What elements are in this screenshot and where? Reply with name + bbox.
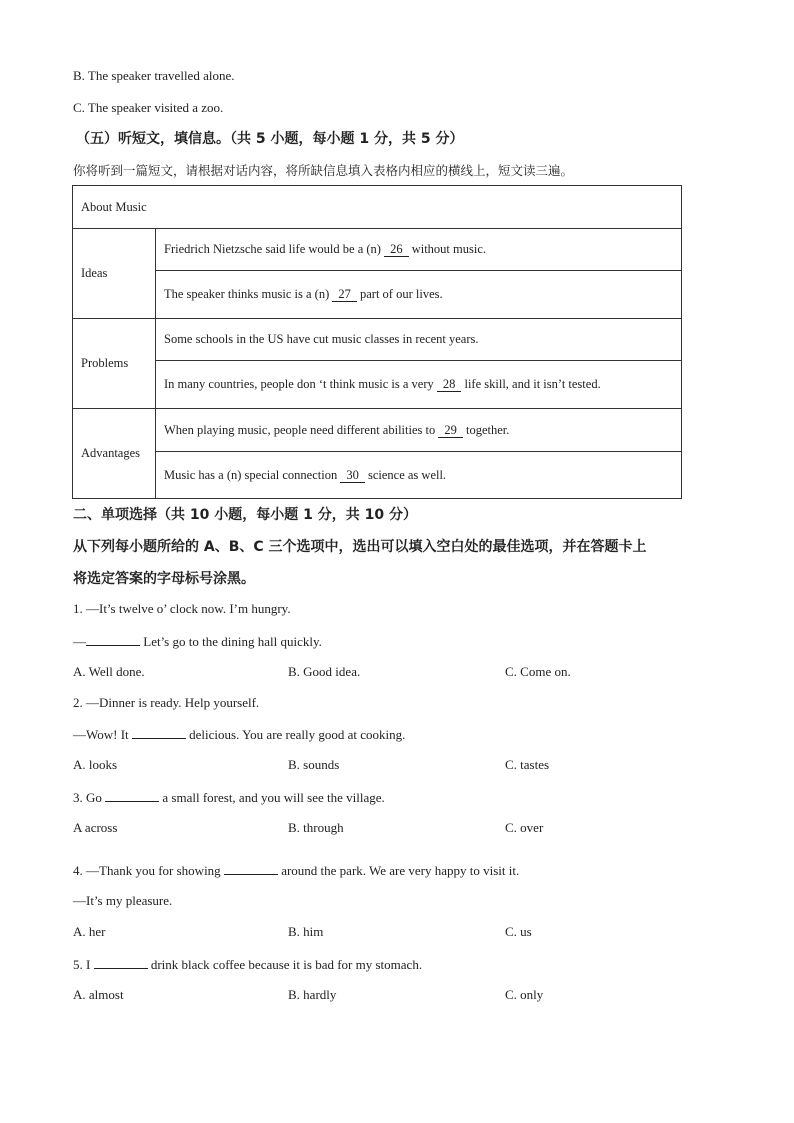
table-row: When playing music, people need different abilities to 29 together. <box>156 409 682 452</box>
question-4-line-1: 4. —Thank you for showing around the park. We are very happy to visit it. <box>73 863 520 878</box>
part2-instruction-2: 将选定答案的字母标号涂黑。 <box>73 571 255 587</box>
category-problems: Problems <box>73 319 156 409</box>
section5-instruction: 你将听到一篇短文，请根据对话内容，将所缺信息填入表格内相应的横线上，短文读三遍。 <box>73 163 574 178</box>
question-2-line-1: 2. —Dinner is ready. Help yourself. <box>73 695 260 710</box>
answer-blank-30[interactable]: 30 <box>340 469 365 483</box>
question-1-line-2: — Let’s go to the dining hall quickly. <box>73 634 322 649</box>
question-3-line-1: 3. Go a small forest, and you will see the village. <box>73 790 385 805</box>
question-2-line-2: —Wow! It delicious. You are really good at cooking. <box>73 727 406 742</box>
q4-option-b[interactable]: B. him <box>288 924 324 939</box>
question-1-line-1: 1. —It’s twelve o’ clock now. I’m hungry. <box>73 601 291 616</box>
answer-blank-27[interactable]: 27 <box>332 288 357 302</box>
category-advantages: Advantages <box>73 409 156 499</box>
q1-option-b[interactable]: B. Good idea. <box>288 664 361 679</box>
question-4-line-2: —It’s my pleasure. <box>73 893 173 908</box>
q5-option-c[interactable]: C. only <box>505 987 544 1002</box>
answer-blank[interactable] <box>105 789 159 802</box>
table-row: In many countries, people don ‘t think music is a very 28 life skill, and it isn’t tested. <box>156 361 682 409</box>
answer-blank-28[interactable]: 28 <box>437 378 462 392</box>
q3-option-a[interactable]: A across <box>73 820 118 835</box>
q5-option-b[interactable]: B. hardly <box>288 987 337 1002</box>
q1-option-c[interactable]: C. Come on. <box>505 664 571 679</box>
answer-blank[interactable] <box>86 633 140 646</box>
part2-heading: 二、单项选择（共 10 小题，每小题 1 分，共 10 分） <box>73 507 417 523</box>
prev-option-b: B. The speaker travelled alone. <box>73 68 235 83</box>
q2-option-a[interactable]: A. looks <box>73 757 118 772</box>
section5-heading: （五）听短文，填信息。（共 5 小题，每小题 1 分，共 5 分） <box>76 131 464 147</box>
q1-option-a[interactable]: A. Well done. <box>73 664 145 679</box>
table-row: Friedrich Nietzsche said life would be a (n) 26 without music. <box>156 229 682 271</box>
table-row: Some schools in the US have cut music classes in recent years. <box>156 319 682 361</box>
answer-blank[interactable] <box>94 956 148 969</box>
q2-option-c[interactable]: C. tastes <box>505 757 550 772</box>
q3-option-b[interactable]: B. through <box>288 820 344 835</box>
q4-option-c[interactable]: C. us <box>505 924 532 939</box>
q4-option-a[interactable]: A. her <box>73 924 106 939</box>
answer-blank-26[interactable]: 26 <box>384 243 409 257</box>
table-title: About Music <box>73 186 682 229</box>
music-info-table <box>72 185 682 499</box>
answer-blank[interactable] <box>132 726 186 739</box>
prev-option-c: C. The speaker visited a zoo. <box>73 100 224 115</box>
answer-blank[interactable] <box>224 862 278 875</box>
q5-option-a[interactable]: A. almost <box>73 987 124 1002</box>
part2-instruction-1: 从下列每小题所给的 A、B、C 三个选项中，选出可以填入空白处的最佳选项，并在答题卡上 <box>73 539 647 555</box>
category-ideas: Ideas <box>73 229 156 319</box>
table-row: Music has a (n) special connection 30 science as well. <box>156 452 682 499</box>
q3-option-c[interactable]: C. over <box>505 820 544 835</box>
answer-blank-29[interactable]: 29 <box>438 424 463 438</box>
table-row: The speaker thinks music is a (n) 27 part of our lives. <box>156 271 682 319</box>
q2-option-b[interactable]: B. sounds <box>288 757 340 772</box>
question-5-line-1: 5. I drink black coffee because it is bad for my stomach. <box>73 957 423 972</box>
